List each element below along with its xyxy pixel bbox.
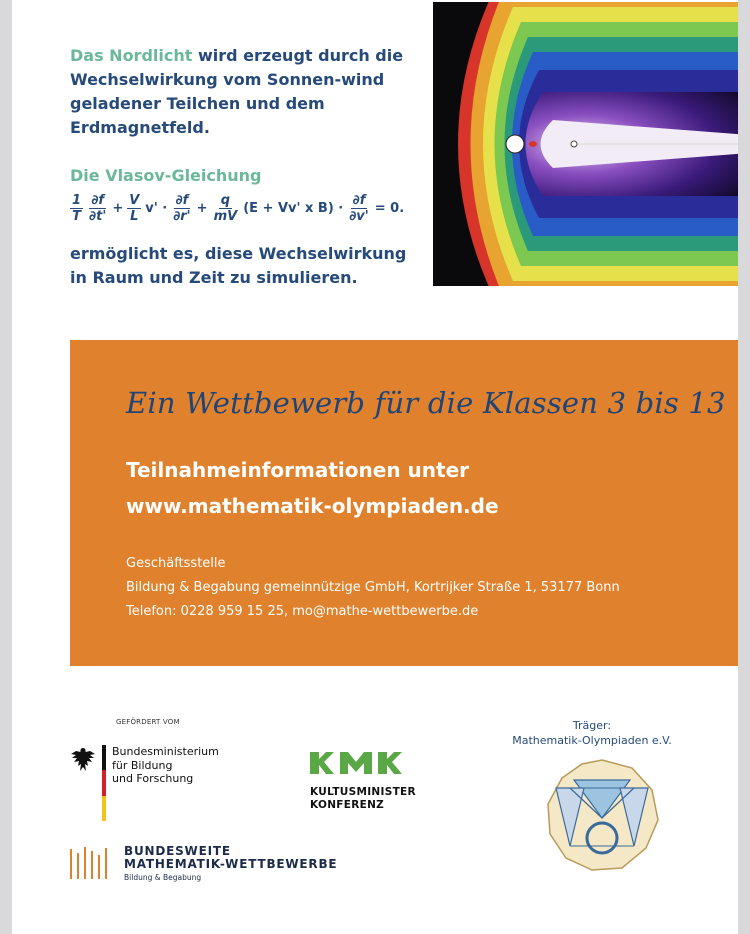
vlasov-equation	[70, 193, 404, 224]
equation-title: Die Vlasov-Gleichung	[70, 166, 262, 185]
bmbf-logo	[68, 745, 219, 821]
plus-sign: +	[112, 201, 124, 216]
simulation-illustration	[433, 2, 738, 286]
bw-name: BUNDESWEITE MATHEMATIK-WETTBEWERBE Bildung & Begabung	[124, 844, 338, 882]
intro-text: wird erzeugt durch die Wechselwirkung vom Sonnen-wind geladener Teilchen und dem Erdmagnetfeld.	[70, 46, 404, 137]
website-link[interactable]: www.mathematik-olympiaden.de	[126, 494, 499, 518]
lorentz-term: (E + Vv' x B) ·	[243, 201, 344, 216]
office-phone-email: Telefon: 0228 959 15 25, mo@mathe-wettbewerbe.de	[126, 604, 479, 619]
office-address: Bildung & Begabung gemeinnützige GmbH, Kortrijker Straße 1, 53177 Bonn	[126, 580, 620, 595]
velocity-dot: v' ·	[145, 201, 168, 216]
german-flag-bar	[102, 745, 106, 821]
bw-bars-icon	[70, 845, 114, 881]
traeger-name: Mathematik-Olympiaden e.V.	[512, 734, 672, 747]
info-banner	[70, 340, 738, 666]
equation-end: = 0.	[374, 201, 405, 216]
participation-info	[126, 452, 499, 524]
magnetosphere-simulation-image	[433, 2, 738, 286]
flyer-page	[12, 0, 738, 934]
participation-label: Teilnahmeinformationen unter	[126, 458, 469, 482]
competition-slogan: Ein Wettbewerb für die Klassen 3 bis 13	[126, 386, 726, 420]
bmbf-name: Bundesministerium für Bildung und Forschung	[112, 745, 219, 785]
sponsor-traeger	[512, 718, 672, 748]
traeger-label: Träger:	[572, 719, 612, 732]
equation-description: ermöglicht es, diese Wechselwirkung in Raum und Zeit zu simulieren.	[70, 244, 407, 287]
frac-df-dt: $\frac{\partial f}{\partial t'}$	[89, 193, 107, 224]
kmk-name: KULTUSMINISTER KONFERENZ	[310, 786, 416, 811]
intro-highlight: Das Nordlicht	[70, 46, 193, 65]
intro-paragraph	[70, 44, 410, 140]
office-title: Geschäftsstelle	[126, 556, 226, 571]
office-contact	[126, 552, 620, 624]
funded-by-label: GEFÖRDERT VOM	[116, 718, 180, 726]
bundesweite-logo	[70, 845, 337, 882]
federal-eagle-icon	[68, 745, 98, 775]
frac-df-dr: $\frac{\partial f}{\partial r'}$	[173, 193, 191, 224]
kmk-logo	[310, 750, 416, 812]
frac-q-over-mv: $\frac{q}{mV}$	[213, 193, 238, 224]
plus-sign-2: +	[196, 201, 208, 216]
kmk-emblem-icon	[310, 750, 402, 776]
frac-df-dv: $\frac{\partial f}{\partial v'}$	[349, 193, 369, 224]
frac-v-over-l: $\frac{V}{L}$	[129, 193, 140, 224]
frac-1-over-t: $\frac{1}{T}$	[72, 193, 82, 224]
mathematik-olympiaden-logo-icon	[544, 758, 660, 874]
